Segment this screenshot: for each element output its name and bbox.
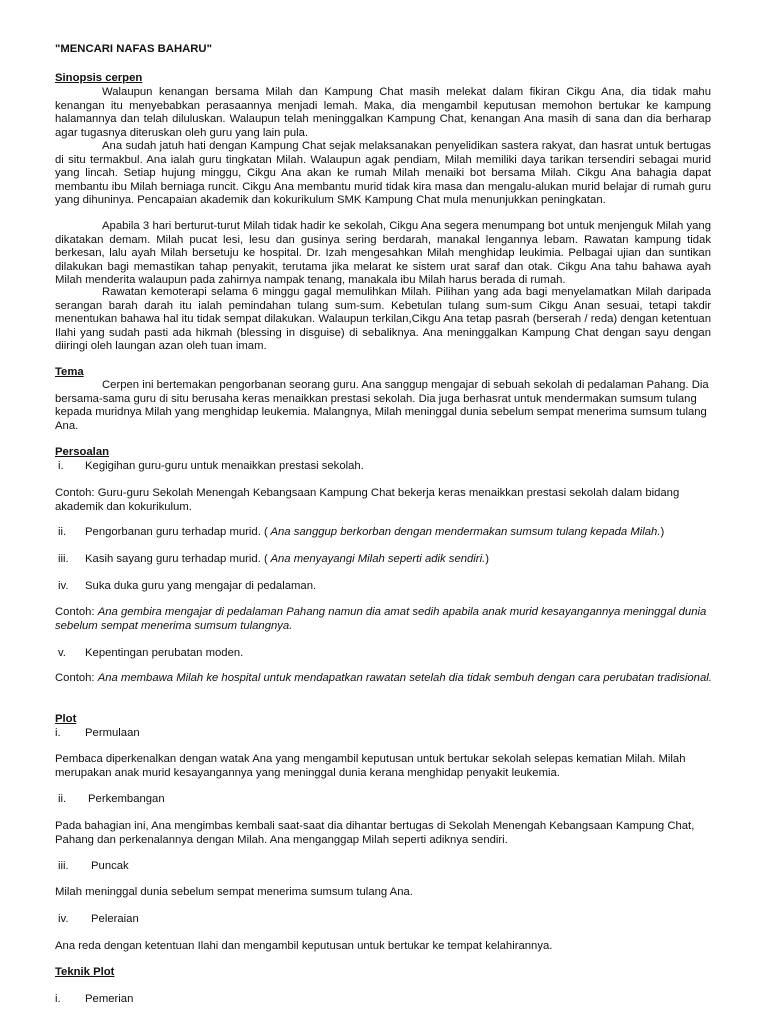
list-text: Suka duka guru yang mengajar di pedalaman. xyxy=(85,580,317,592)
plot-item-1 xyxy=(55,727,715,741)
contoh-text: Ana gembira mengajar di pedalaman Pahang namun dia amat sedih apabila anak murid kesayangannya meninggal dunia sebelum sempat menerima sumsum tulangnya. xyxy=(55,606,707,632)
list-text: Kasih sayang guru terhadap murid. ( xyxy=(85,553,268,565)
list-number: i. xyxy=(55,727,61,739)
plot-text-4: Ana reda dengan ketentuan Ilahi dan mengambil keputusan untuk bertukar ke tempat kelahirannya. xyxy=(55,940,553,952)
list-close: ) xyxy=(485,553,489,565)
list-label: Perkembangan xyxy=(88,793,165,805)
plot-item-2 xyxy=(55,793,715,807)
plot-heading: Plot xyxy=(55,713,77,725)
list-number: ii. xyxy=(58,526,67,538)
list-label: Permulaan xyxy=(85,727,140,739)
list-text: Pengorbanan guru terhadap murid. ( xyxy=(85,526,268,538)
persoalan-contoh-2 xyxy=(55,606,725,633)
plot-text-1: Pembaca diperkenalkan dengan watak Ana yang mengambil keputusan untuk bertukar sekolah selepas kematian Milah. Milah merupakan anak murid kesayangannya yang meninggal dunia kerana menghidap penyakit leukemia. xyxy=(55,753,686,779)
list-number: ii. xyxy=(58,793,67,805)
plot-item-4 xyxy=(55,913,715,927)
list-label: Peleraian xyxy=(91,913,139,925)
contoh-text: Guru-guru Sekolah Menengah Kebangsaan Kampung Chat bekerja keras menaikkan prestasi sekolah dalam bidang akademik dan kokurikulum. xyxy=(55,487,680,513)
list-example: Ana menyayangi Milah seperti adik sendiri. xyxy=(267,553,486,565)
list-number: iii. xyxy=(58,553,69,565)
persoalan-heading: Persoalan xyxy=(55,446,110,458)
persoalan-item-5 xyxy=(55,647,715,661)
contoh-label: Contoh: xyxy=(55,606,95,618)
persoalan-item-4 xyxy=(55,580,715,594)
sinopsis-heading: Sinopsis cerpen xyxy=(55,72,143,84)
document-title: "MENCARI NAFAS BAHARU" xyxy=(55,43,212,55)
plot-item-3 xyxy=(55,860,715,874)
sinopsis-paragraph-2: Ana sudah jatuh hati dengan Kampung Chat sejak melaksanakan penyelidikan sastera rakyat, dan hasrat untuk bertugas di situ termakbul. Ana ialah guru tingkatan Milah. Walaupun agak pendiam, Milah memiliki daya tarikan tersendiri sebagai murid yang lincah. Setiap hujung minggu, Cikgu Ana akan ke rumah Milah menaiki bot bersama Milah. Cikgu Ana bahagia dapat membantu ibu Milah berniaga runcit. Cikgu Ana membantu murid tidak kira masa dan mengalu-alukan murid belajar di rumah guru yang dihuninya. Pencapaian akademik dan kokurikulum SMK Kampung Chat mula menunjukkan peningkatan. xyxy=(55,140,711,207)
persoalan-item-1 xyxy=(55,460,715,474)
persoalan-contoh-3 xyxy=(55,672,725,686)
persoalan-contoh-1 xyxy=(55,487,725,514)
sinopsis-paragraph-1: Walaupun kenangan bersama Milah dan Kampung Chat masih melekat dalam fikiran Cikgu Ana, dia tidak mahu kenangan itu menyebabkan perasaannya menjadi lemah. Maka, dia mengambil keputusan memohon bertukar ke kampung halamannya dan telah diluluskan. Walaupun telah meninggalkan Kampung Chat, kenangan Ana masih di sana dan dia berharap agar tugasnya diteruskan oleh guru yang lain pula. xyxy=(55,86,711,139)
persoalan-item-2 xyxy=(55,526,715,540)
persoalan-item-3 xyxy=(55,553,715,567)
sinopsis-paragraph-4: Rawatan kemoterapi selama 6 minggu gagal memulihkan Milah. Pilihan yang ada bagi menyelamatkan Milah daripada serangan barah darah itu ialah pemindahan tulang sum-sum. Kebetulan tulang sum-sum Cikgu Anan sesuai, tetapi takdir menentukan bahawa hal itu tidak sempat dilakukan. Walaupun terkilan,Cikgu Ana tetap pasrah (berserah / reda) dengan ketentuan Ilahi yang sudah pasti ada hikmah (blessing in disguise) di sebaliknya. Ana meninggalkan Kampung Chat dengan sayu dengan diiringi oleh laungan azan oleh tuan imam. xyxy=(55,286,711,353)
list-number: v. xyxy=(58,647,66,659)
list-number: i. xyxy=(58,460,64,472)
list-number: i. xyxy=(55,993,61,1005)
teknik-plot-heading: Teknik Plot xyxy=(55,966,115,978)
tema-heading: Tema xyxy=(55,366,84,378)
contoh-label: Contoh: xyxy=(55,487,95,499)
sinopsis-paragraph-3: Apabila 3 hari berturut-turut Milah tidak hadir ke sekolah, Cikgu Ana segera menumpang bot untuk menjenguk Milah yang dikatakan demam. Milah pucat lesi, lesu dan gusinya sering berdarah, manakal lengannya lebam. Rawatan kampung tidak berkesan, lalu ayah Milah bersetuju ke hospital. Dr. Izah mengesahkan Milah menghidap leukimia. Pelbagai ujian dan suntikan dilakukan bagi memastikan tahap penyakit, terutama jika melarat ke sistem urat saraf dan otak. Cikgu Ana tahu bahawa ayah Milah menderita walaupun pada zahirnya nampak tenang, manakala ibu Milah harus berada di rumah. xyxy=(55,220,711,287)
list-text: Kepentingan perubatan moden. xyxy=(85,647,244,659)
plot-text-3: Milah meninggal dunia sebelum sempat menerima sumsum tulang Ana. xyxy=(55,886,413,898)
list-label: Pemerian xyxy=(85,993,134,1005)
contoh-label: Contoh: xyxy=(55,672,95,684)
list-number: iii. xyxy=(58,860,69,872)
contoh-text: Ana membawa Milah ke hospital untuk mendapatkan rawatan setelah dia tidak sembuh dengan cara perubatan tradisional. xyxy=(97,672,712,684)
plot-text-2: Pada bahagian ini, Ana mengimbas kembali saat-saat dia dihantar bertugas di Sekolah Menengah Kebangsaan Kampung Chat, Pahang dan perkenalannya dengan Milah. Ana menganggap Milah seperti adiknya sendiri. xyxy=(55,820,695,846)
list-example: Ana sanggup berkorban dengan mendermakan sumsum tulang kepada Milah. xyxy=(267,526,661,538)
list-number: iv. xyxy=(58,913,69,925)
teknik-plot-item-1 xyxy=(55,993,715,1007)
tema-paragraph: Cerpen ini bertemakan pengorbanan seorang guru. Ana sanggup mengajar di sebuah sekolah di pedalaman Pahang. Dia bersama-sama guru di situ berusaha keras menaikkan prestasi sekolah. Dia juga berhasrat untuk mendermakan sumsum tulang kepada muridnya Milah yang menghidap leukemia. Malangnya, Milah meninggal dunia sebelum sempat menerima sumsum tulang Ana. xyxy=(55,379,709,432)
list-close: ) xyxy=(660,526,665,538)
list-text: Kegigihan guru-guru untuk menaikkan prestasi sekolah. xyxy=(85,460,364,472)
list-label: Puncak xyxy=(91,860,129,872)
list-number: iv. xyxy=(58,580,69,592)
